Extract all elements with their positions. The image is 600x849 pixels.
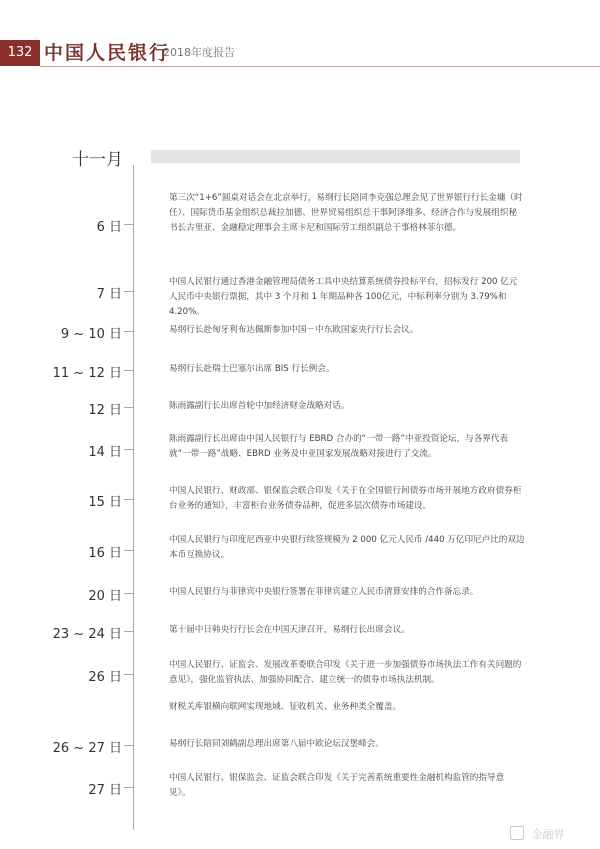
header-divider — [40, 66, 600, 67]
timeline-tick — [124, 593, 134, 594]
event-paragraph: 第十届中日韩央行行长会在中国天津召开，易纲行长出席会议。 — [169, 625, 410, 635]
timeline-tick — [124, 745, 134, 746]
timeline-tick — [124, 224, 134, 225]
event-paragraph: 财税关库银横向联网实现地域、征收机关、业务种类全覆盖。 — [169, 702, 402, 712]
timeline-tick — [124, 499, 134, 500]
event-paragraph: 中国人民银行通过香港金融管理局债务工具中央结算系统债券投标平台，招标发行 200 亿元人民币中央银行票据，其中 3 个月和 1 年期品种各 100亿元，中标利率分别为 3.79%和 4.20%。 — [169, 277, 518, 317]
event-paragraph: 中国人民银行、银保监会、证监会联合印发《关于完善系统重要性金融机构监管的指导意见》。 — [169, 773, 505, 798]
event-date: 20 日 — [88, 589, 122, 604]
event-description — [169, 323, 525, 338]
page-number: 132 — [0, 40, 40, 66]
event-description — [169, 585, 525, 600]
watermark — [510, 826, 565, 842]
event-date: 6 日 — [96, 220, 122, 235]
timeline-tick — [124, 291, 134, 292]
event-paragraph: 中国人民银行、证监会、发展改革委联合印发《关于进一步加强债券市场执法工作有关问题的意见》，强化监管执法、加强协同配合、建立统一的债券市场执法机制。 — [169, 660, 522, 685]
event-paragraph: 陈雨露副行长出席由中国人民银行与 EBRD 合办的“一带一路”中亚投资论坛，与各界代表就“一带一路”战略、EBRD 业务及中亚国家发展战略对接进行了交流。 — [169, 434, 509, 459]
event-date: 16 日 — [88, 546, 122, 561]
timeline-tick — [124, 631, 134, 632]
watermark-logo-icon — [510, 826, 524, 840]
report-title: 2018年度报告 — [163, 46, 235, 59]
event-paragraph: 易纲行长陪同刘鹤副总理出席第八届中欧论坛汉堡峰会。 — [169, 739, 384, 749]
timeline-tick — [124, 370, 134, 371]
event-description — [169, 771, 525, 801]
timeline-tick — [124, 787, 134, 788]
event-description — [169, 362, 525, 377]
month-title: 十一月 — [72, 150, 123, 170]
event-paragraph: 陈雨露副行长出席首轮中加经济财金战略对话。 — [169, 401, 350, 411]
event-paragraph: 易纲行长赴瑞士巴塞尔出席 BIS 行长例会。 — [169, 364, 335, 374]
timeline-tick — [124, 449, 134, 450]
event-paragraph: 中国人民银行与印度尼西亚中央银行续签规模为 2 000 亿元人民币 /440 万亿印尼卢比的双边本币互换协议。 — [169, 535, 525, 560]
event-paragraph: 第三次“1+6”圆桌对话会在北京举行，易纲行长陪同李克强总理会见了世界银行行长金墉（时任）、国际货币基金组织总裁拉加德、世界贸易组织总干事阿泽维多、经济合作与发展组织秘书长古里亚、金融稳定理事会主席卡尼和国际劳工组织副总干事格林菲尔德。 — [169, 193, 523, 233]
event-date: 15 日 — [88, 495, 122, 510]
event-date: 26 日 — [88, 670, 122, 685]
timeline-tick — [124, 674, 134, 675]
event-paragraph: 中国人民银行、财政部、银保监会联合印发《关于在全国银行间债券市场开展地方政府债券柜台业务的通知》，丰富柜台业务债券品种，促进多层次债券市场建设。 — [169, 486, 522, 511]
event-date: 9 ~ 10 日 — [60, 327, 122, 342]
event-description — [169, 432, 525, 462]
event-description — [169, 623, 525, 638]
timeline-tick — [124, 550, 134, 551]
event-date: 14 日 — [88, 445, 122, 460]
event-description — [169, 533, 525, 563]
event-description — [169, 658, 525, 715]
timeline-line — [133, 165, 134, 830]
timeline-tick — [124, 407, 134, 408]
event-description — [169, 191, 525, 236]
event-description — [169, 484, 525, 514]
timeline-tick — [124, 331, 134, 332]
event-paragraph: 中国人民银行与菲律宾中央银行签署在菲律宾建立人民币清算安排的合作备忘录。 — [169, 587, 479, 597]
event-description — [169, 399, 525, 414]
event-description — [169, 275, 525, 320]
event-date: 23 ~ 24 日 — [52, 627, 122, 642]
event-date: 12 日 — [88, 403, 122, 418]
event-description — [169, 737, 525, 752]
event-date: 7 日 — [96, 287, 122, 302]
watermark-text: 金融界 — [531, 828, 565, 841]
page-header — [0, 40, 600, 68]
event-date: 26 ~ 27 日 — [52, 741, 122, 756]
event-date: 27 日 — [88, 783, 122, 798]
event-date: 11 ~ 12 日 — [52, 366, 122, 381]
event-paragraph: 易纲行长赴匈牙利布达佩斯参加中国－中东欧国家央行行长会议。 — [169, 325, 419, 335]
month-bar — [151, 150, 520, 163]
pboc-logo-text: 中国人民银行 — [44, 42, 171, 64]
